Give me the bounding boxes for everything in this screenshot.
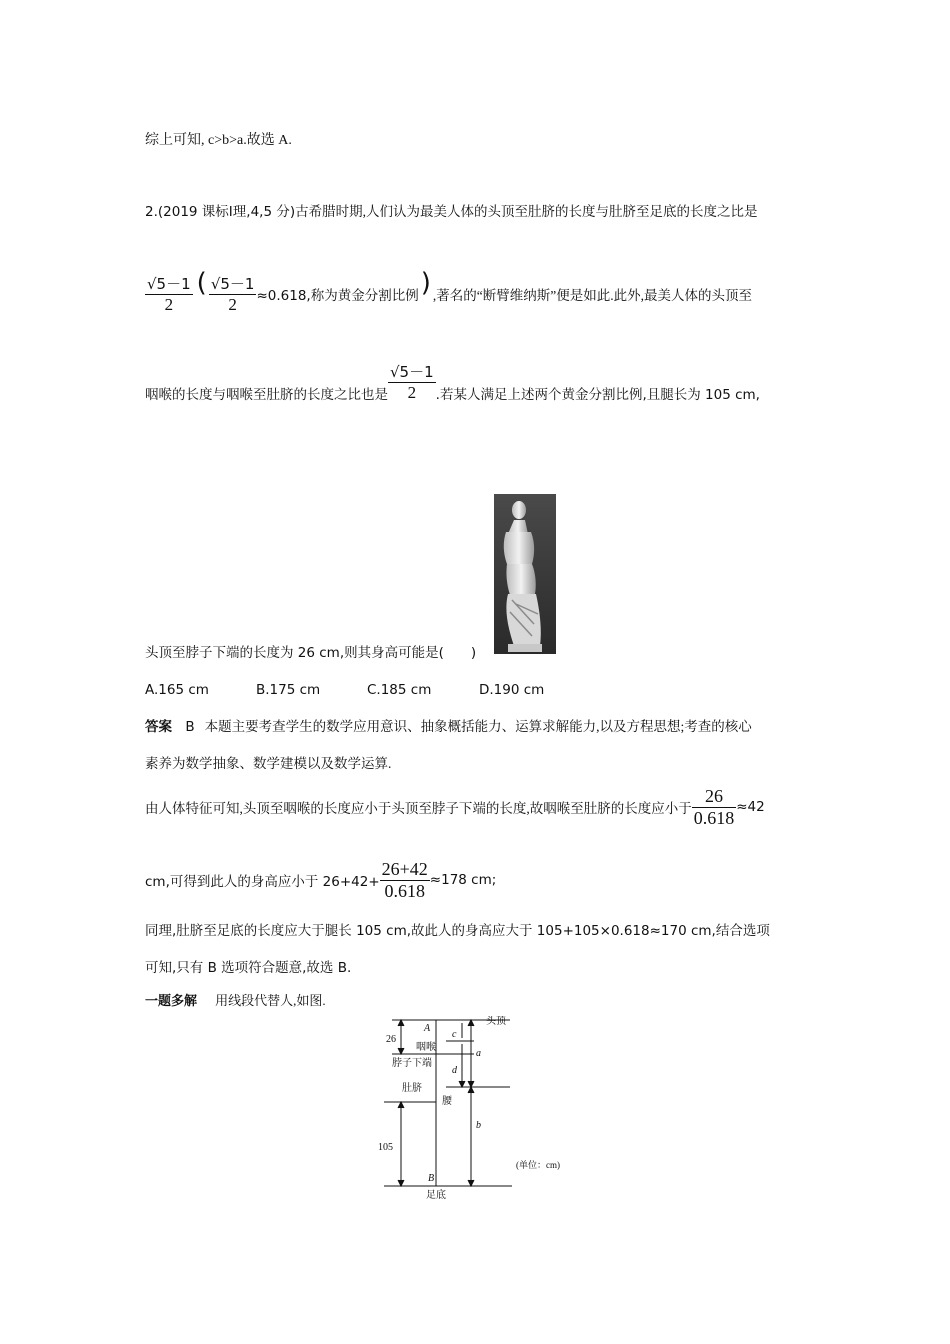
answer-text-3: 由人体特征可知,头顶至咽喉的长度应小于头顶至脖子下端的长度,故咽喉至肚脐的长度应小于 xyxy=(145,801,692,816)
question-line-5: 头顶至脖子下端的长度为 26 cm,则其身高可能是( ) xyxy=(145,645,477,661)
answer-value: B xyxy=(185,719,195,735)
label-unit: (单位：cm) xyxy=(516,1160,560,1170)
venus-statue-image xyxy=(494,494,556,654)
label-26: 26 xyxy=(386,1034,396,1045)
fraction-denominator-3: 2 xyxy=(407,383,417,402)
label-throat: 咽喉 xyxy=(416,1042,436,1053)
answer-line-1 xyxy=(145,715,752,735)
question-text-4: .若某人满足上述两个黄金分割比例,且腿长为 105 cm, xyxy=(435,387,760,403)
label-d: d xyxy=(452,1065,457,1076)
fraction-numerator-2: √5－1 xyxy=(210,275,255,293)
fraction-denominator: 2 xyxy=(164,295,174,314)
alt-solution-line xyxy=(145,990,326,1009)
fraction-numerator-3: √5－1 xyxy=(390,363,434,381)
fraction1-numerator: 26 xyxy=(692,786,737,808)
label-a: a xyxy=(476,1048,481,1059)
answer-label: 答案 xyxy=(145,719,172,734)
fraction2-denominator: 0.618 xyxy=(384,880,425,901)
question-line-2 xyxy=(145,266,752,322)
options-row xyxy=(145,682,544,698)
paren-open: ( xyxy=(196,268,207,298)
answer-line-5: 同理,肚脐至足底的长度应大于腿长 105 cm,故此人的身高应大于 105+105×0.618≈170 cm,结合选项 xyxy=(145,923,770,939)
paren-close: ) xyxy=(420,268,431,298)
fraction2-numerator: 26+42 xyxy=(381,858,428,879)
label-head: 头顶 xyxy=(486,1016,506,1027)
label-waist: 腰 xyxy=(442,1096,452,1107)
label-b: b xyxy=(476,1120,481,1131)
fraction1-denominator: 0.618 xyxy=(693,807,735,828)
golden-ratio-fraction xyxy=(145,273,193,315)
conclusion-line: 综上可知, c>b>a.故选 A. xyxy=(145,133,292,148)
approx-text: ≈0.618,称为黄金分割比例 xyxy=(256,288,419,304)
answer-text-4: cm,可得到此人的身高应小于 26+42+ xyxy=(145,874,380,890)
approx-42: ≈42 xyxy=(736,799,765,815)
question-text-1: 古希腊时期,人们认为最美人体的头顶至肚脐的长度与肚脐至足底的长度之比是 xyxy=(295,204,758,219)
label-foot: 足底 xyxy=(426,1190,446,1201)
answer-text-1: 本题主要考查学生的数学应用意识、抽象概括能力、运算求解能力,以及方程思想;考查的核心 xyxy=(204,719,752,734)
fraction-numerator: √5－1 xyxy=(147,275,191,293)
label-105: 105 xyxy=(378,1142,393,1153)
label-navel: 肚脐 xyxy=(402,1083,422,1094)
golden-ratio-fraction-2 xyxy=(209,273,257,315)
answer-line-2: 素养为数学抽象、数学建模以及数学运算. xyxy=(145,756,392,771)
label-A: A xyxy=(424,1023,431,1034)
fraction-68-over-0618 xyxy=(380,859,430,902)
answer-line-3 xyxy=(145,783,765,831)
fraction-26-over-0618 xyxy=(692,786,737,829)
question-text-2: ,著名的“断臂维纳斯”便是如此.此外,最美人体的头顶至 xyxy=(432,288,752,303)
alt-solution-text: 用线段代替人,如图. xyxy=(215,993,326,1008)
label-B: B xyxy=(428,1173,435,1184)
question-source: 2.(2019 课标Ⅰ理,4,5 分) xyxy=(145,204,296,220)
fraction-denominator-2: 2 xyxy=(228,295,237,314)
option-c: C.185 cm xyxy=(367,682,432,698)
question-line-3 xyxy=(145,356,760,408)
golden-ratio-fraction-3 xyxy=(388,361,436,403)
label-neck-bottom: 脖子下端 xyxy=(392,1058,432,1069)
option-b: B.175 cm xyxy=(256,682,321,698)
answer-line-4 xyxy=(145,856,496,904)
alt-solution-label: 一题多解 xyxy=(145,993,198,1008)
option-d: D.190 cm xyxy=(479,682,545,698)
answer-line-6: 可知,只有 B 选项符合题意,故选 B. xyxy=(145,960,352,976)
body-segment-diagram xyxy=(370,1016,590,1208)
question-text-3: 咽喉的长度与咽喉至肚脐的长度之比也是 xyxy=(145,387,388,402)
option-a: A.165 cm xyxy=(145,682,209,698)
question-line-1 xyxy=(145,200,757,220)
approx-178: ≈178 cm; xyxy=(429,872,497,888)
label-c: c xyxy=(452,1029,457,1040)
